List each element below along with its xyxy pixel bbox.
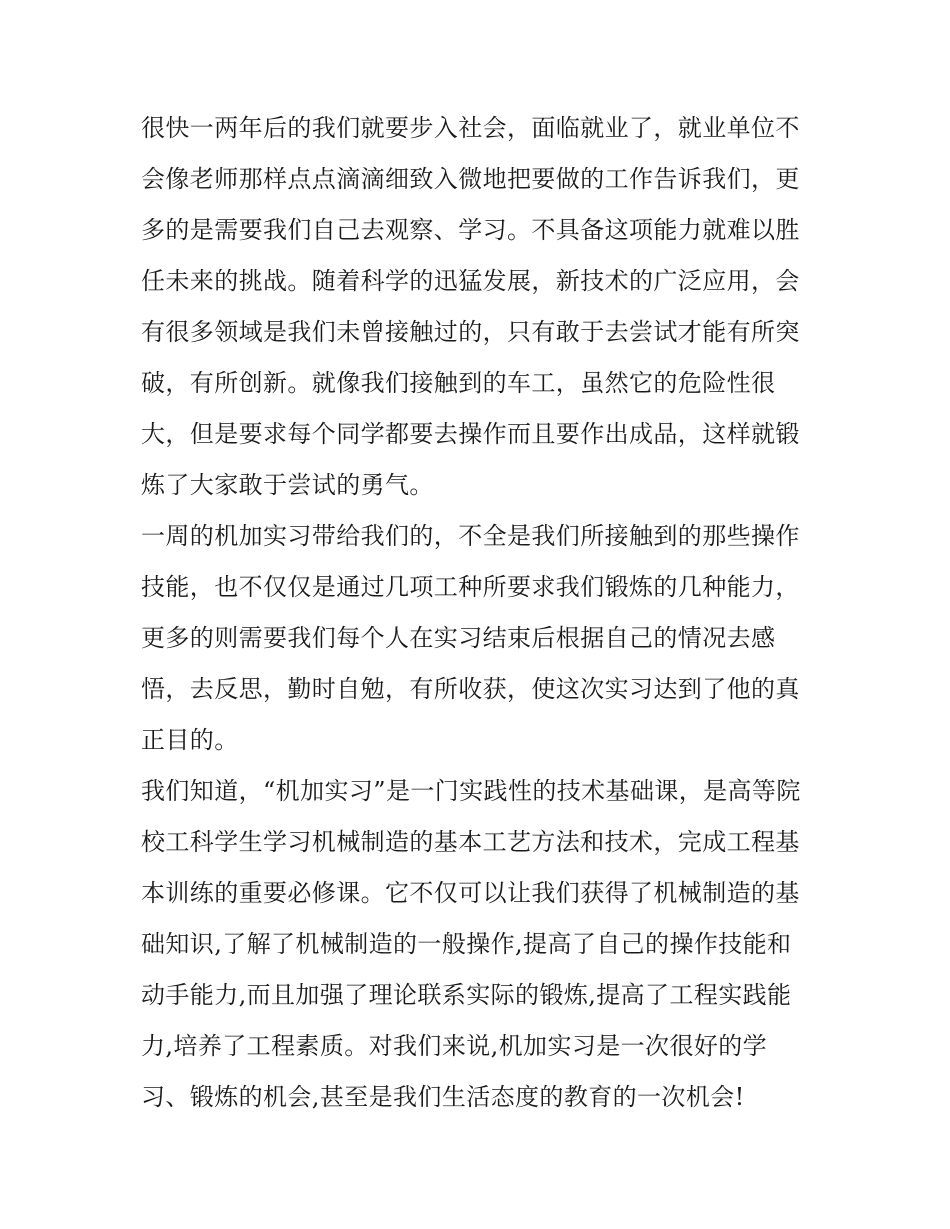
text-line: 我们知道，“机加实习”是一门实践性的技术基础课，是高等院 [141,777,801,805]
text-line: 大，但是要求每个同学都要去操作而且要作出成品，这样就锻 [141,420,800,448]
text-line: 悟，去反思，勤时自勉，有所收获，使这次实习达到了他的真 [141,675,800,703]
text-line: 多的是需要我们自己去观察、学习。不具备这项能力就难以胜 [141,216,800,244]
text-line: 校工科学生学习机械制造的基本工艺方法和技术，完成工程基 [141,828,800,856]
text-line: 本训练的重要必修课。它不仅可以让我们获得了机械制造的基 [141,879,800,907]
text-line: 更多的则需要我们每个人在实习结束后根据自己的情况去感 [141,624,776,652]
text-line: 会像老师那样点点滴滴细致入微地把要做的工作告诉我们，更 [141,165,800,193]
text-line: 破，有所创新。就像我们接触到的车工，虽然它的危险性很 [141,369,776,397]
text-line: 一周的机加实习带给我们的，不全是我们所接触到的那些操作 [141,522,800,550]
text-line: 任未来的挑战。随着科学的迅猛发展，新技术的广泛应用，会 [141,267,800,295]
text-line: 技能，也不仅仅是通过几项工种所要求我们锻炼的几种能力， [141,573,800,601]
text-line: 有很多领域是我们未曾接触过的，只有敢于去尝试才能有所突 [141,318,800,346]
text-line: 习、锻炼的机会,甚至是我们生活态度的教育的一次机会! [141,1083,745,1111]
text-line: 力,培养了工程素质。对我们来说,机加实习是一次很好的学 [141,1032,768,1060]
text-line: 正目的。 [141,726,239,754]
text-line: 动手能力,而且加强了理论联系实际的锻炼,提高了工程实践能 [141,981,792,1009]
text-line: 炼了大家敢于尝试的勇气。 [141,471,434,499]
text-line: 础知识,了解了机械制造的一般操作,提高了自己的操作技能和 [141,930,792,958]
text-line: 很快一两年后的我们就要步入社会，面临就业了，就业单位不 [141,114,800,142]
